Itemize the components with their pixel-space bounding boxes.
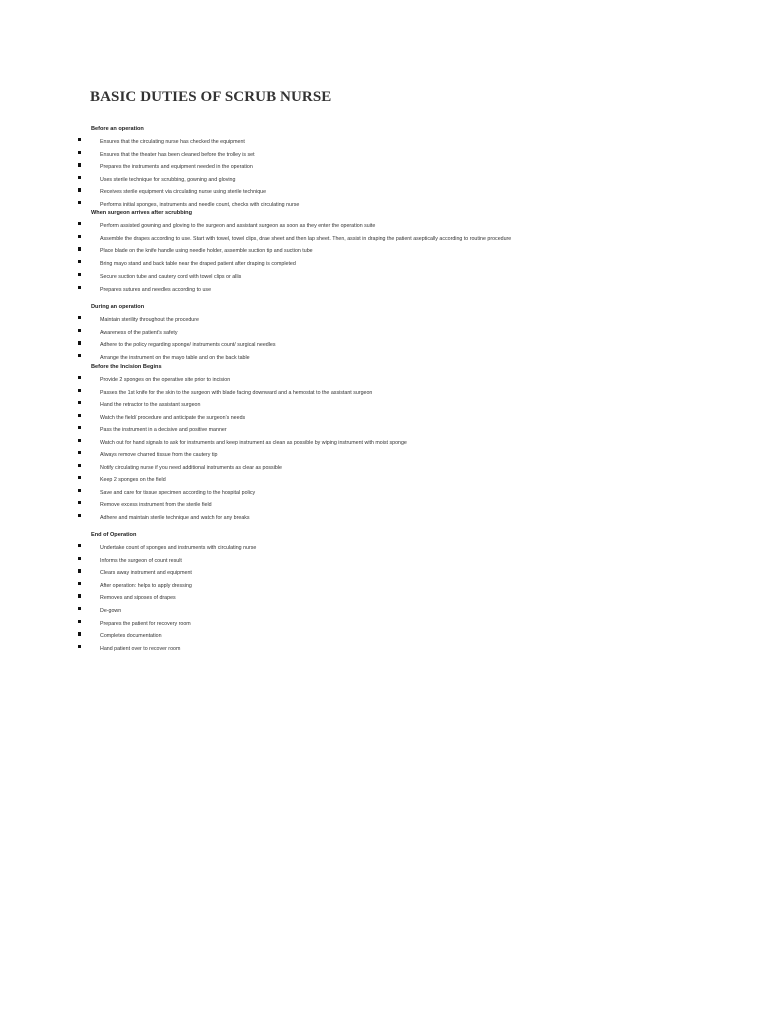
list-item bbox=[0, 401, 768, 410]
list-item bbox=[0, 273, 768, 282]
square-bullet-icon bbox=[78, 376, 81, 379]
list-item bbox=[0, 341, 768, 350]
list-item-text: Save and care for tissue specimen according to the hospital policy bbox=[100, 489, 256, 496]
section-heading: During an operation bbox=[91, 304, 145, 310]
list-item bbox=[0, 594, 768, 603]
list-item-text: Place blade on the knife handle using needle holder, assemble suction tip and suction tube bbox=[100, 248, 313, 255]
square-bullet-icon bbox=[78, 514, 81, 517]
list-item-text: Completes documentation bbox=[100, 633, 162, 640]
list-item-text: Performs initial sponges, instruments and needle count, checks with circulating nurse bbox=[100, 202, 300, 208]
list-item-text: Awareness of the patient’s safety bbox=[100, 329, 178, 336]
list-item bbox=[0, 222, 768, 231]
square-bullet-icon bbox=[78, 501, 81, 504]
list-item bbox=[0, 645, 768, 654]
square-bullet-icon bbox=[78, 201, 81, 204]
list-item-text: Bring mayo stand and back table near the draped patient after draping is completed bbox=[100, 261, 296, 268]
section-heading: Before the Incision Begins bbox=[91, 364, 162, 370]
square-bullet-icon bbox=[78, 389, 81, 392]
list-item bbox=[0, 439, 768, 448]
list-item-text: Prepares sutures and needles according to use bbox=[100, 286, 212, 293]
square-bullet-icon bbox=[78, 176, 81, 179]
list-item bbox=[0, 329, 768, 338]
square-bullet-icon bbox=[78, 260, 81, 263]
list-item-text: Prepares the instruments and equipment needed in the operation bbox=[100, 164, 253, 171]
square-bullet-icon bbox=[78, 235, 81, 238]
list-item bbox=[0, 286, 768, 295]
list-item-text: Hand the retractor to the assistant surgeon bbox=[100, 402, 201, 408]
square-bullet-icon bbox=[78, 426, 81, 429]
list-item bbox=[0, 235, 768, 244]
list-item bbox=[0, 260, 768, 269]
square-bullet-icon bbox=[78, 354, 81, 357]
list-item bbox=[0, 582, 768, 591]
list-item bbox=[0, 501, 768, 510]
list-item bbox=[0, 414, 768, 423]
list-item-text: Maintain sterility throughout the procedure bbox=[100, 317, 199, 323]
list-item bbox=[0, 376, 768, 385]
list-item bbox=[0, 451, 768, 460]
list-item bbox=[0, 354, 768, 363]
list-item bbox=[0, 201, 768, 210]
list-item-text: Watch the field/ procedure and anticipate the surgeon’s needs bbox=[100, 414, 246, 421]
list-item-text: Hand patient over to recover room bbox=[100, 645, 181, 652]
list-item bbox=[0, 426, 768, 435]
list-item-text: Undertake count of sponges and instruments with circulating nurse bbox=[100, 545, 257, 551]
square-bullet-icon bbox=[78, 632, 81, 635]
square-bullet-icon bbox=[78, 414, 81, 417]
section-heading: When surgeon arrives after scrubbing bbox=[91, 210, 193, 216]
list-item-text: Informs the surgeon of count result bbox=[100, 557, 182, 564]
page-title: BASIC DUTIES OF SCRUB NURSE bbox=[90, 89, 332, 105]
square-bullet-icon bbox=[78, 188, 81, 191]
list-item-text: Uses sterile technique for scrubbing, gowning and gloving bbox=[100, 176, 236, 183]
list-item bbox=[0, 163, 768, 172]
list-item bbox=[0, 514, 768, 523]
square-bullet-icon bbox=[78, 286, 81, 289]
list-item-text: Prepares the patient for recovery room bbox=[100, 620, 191, 627]
square-bullet-icon bbox=[78, 163, 81, 166]
list-item bbox=[0, 389, 768, 398]
square-bullet-icon bbox=[78, 247, 81, 250]
list-item-text: Removes and siposes of drapes bbox=[100, 595, 176, 602]
list-item-text: Remove excess instrument from the sterile field bbox=[100, 502, 212, 508]
list-item-text: De-gown bbox=[100, 608, 122, 614]
list-item-text: Ensures that the theater has been cleaned before the trolley is set bbox=[100, 151, 255, 158]
list-item-text: Watch out for hand signals to ask for instruments and keep instrument as clean as possible by wiping instrument with moist sponge bbox=[100, 439, 407, 446]
square-bullet-icon bbox=[78, 451, 81, 454]
square-bullet-icon bbox=[78, 607, 81, 610]
list-item bbox=[0, 632, 768, 641]
list-item-text: Passes the 1st knife for the skin to the surgeon with blade facing downward and a hemostat to the assistant surgeon bbox=[100, 389, 373, 396]
list-item-text: Adhere and maintain sterile technique and watch for any breaks bbox=[100, 514, 250, 521]
section-heading: End of Operation bbox=[91, 532, 137, 538]
list-item-text: Keep 2 sponges on the field bbox=[100, 477, 166, 483]
list-item bbox=[0, 620, 768, 629]
list-item-text: Provide 2 sponges on the operative site prior to incision bbox=[100, 377, 231, 383]
list-item-text: Perform assisted gowning and gloving to the surgeon and assistant surgeon as soon as they enter the operation suite bbox=[100, 223, 376, 229]
list-item-text: Assemble the drapes according to use. Start with towel, towel clips, drae sheet and then lap sheet. Then, assist in draping the patient aseptically according to routine procedure bbox=[100, 235, 512, 242]
list-item-text: Receives sterile equipment via circulating nurse using sterile technique bbox=[100, 189, 267, 196]
square-bullet-icon bbox=[78, 464, 81, 467]
list-item-text: Ensures that the circulating nurse has checked the equipment bbox=[100, 139, 245, 145]
list-item bbox=[0, 607, 768, 616]
list-item-text: After operation: helps to apply dressing bbox=[100, 582, 192, 589]
square-bullet-icon bbox=[78, 222, 81, 225]
square-bullet-icon bbox=[78, 582, 81, 585]
square-bullet-icon bbox=[78, 329, 81, 332]
list-item bbox=[0, 557, 768, 566]
square-bullet-icon bbox=[78, 476, 81, 479]
square-bullet-icon bbox=[78, 138, 81, 141]
list-item-text: Adhere to the policy regarding sponge/ instruments count/ surgical needles bbox=[100, 342, 276, 349]
square-bullet-icon bbox=[78, 273, 81, 276]
list-item bbox=[0, 176, 768, 185]
list-item bbox=[0, 464, 768, 473]
square-bullet-icon bbox=[78, 645, 81, 648]
square-bullet-icon bbox=[78, 151, 81, 154]
list-item bbox=[0, 489, 768, 498]
square-bullet-icon bbox=[78, 594, 81, 597]
list-item-text: Arrange the instrument on the mayo table and on the back table bbox=[100, 354, 250, 361]
list-item bbox=[0, 247, 768, 256]
list-item bbox=[0, 569, 768, 578]
list-item-text: Notify circulating nurse if you need additional instruments as clear as possible bbox=[100, 464, 282, 471]
square-bullet-icon bbox=[78, 489, 81, 492]
section-heading: Before an operation bbox=[91, 126, 144, 132]
square-bullet-icon bbox=[78, 439, 81, 442]
square-bullet-icon bbox=[78, 620, 81, 623]
square-bullet-icon bbox=[78, 569, 81, 572]
list-item bbox=[0, 151, 768, 160]
list-item-text: Pass the instrument in a decisive and positive manner bbox=[100, 427, 227, 433]
list-item-text: Always remove charred tissue from the cautery tip bbox=[100, 452, 218, 458]
list-item-text: Clears away instrument and equipment bbox=[100, 570, 192, 577]
square-bullet-icon bbox=[78, 341, 81, 344]
list-item bbox=[0, 138, 768, 147]
list-item bbox=[0, 544, 768, 553]
list-item-text: Secure suction tube and cautery cord with towel clips or allis bbox=[100, 273, 242, 280]
list-item bbox=[0, 188, 768, 197]
square-bullet-icon bbox=[78, 557, 81, 560]
list-item bbox=[0, 316, 768, 325]
square-bullet-icon bbox=[78, 316, 81, 319]
list-item bbox=[0, 476, 768, 485]
square-bullet-icon bbox=[78, 544, 81, 547]
square-bullet-icon bbox=[78, 401, 81, 404]
